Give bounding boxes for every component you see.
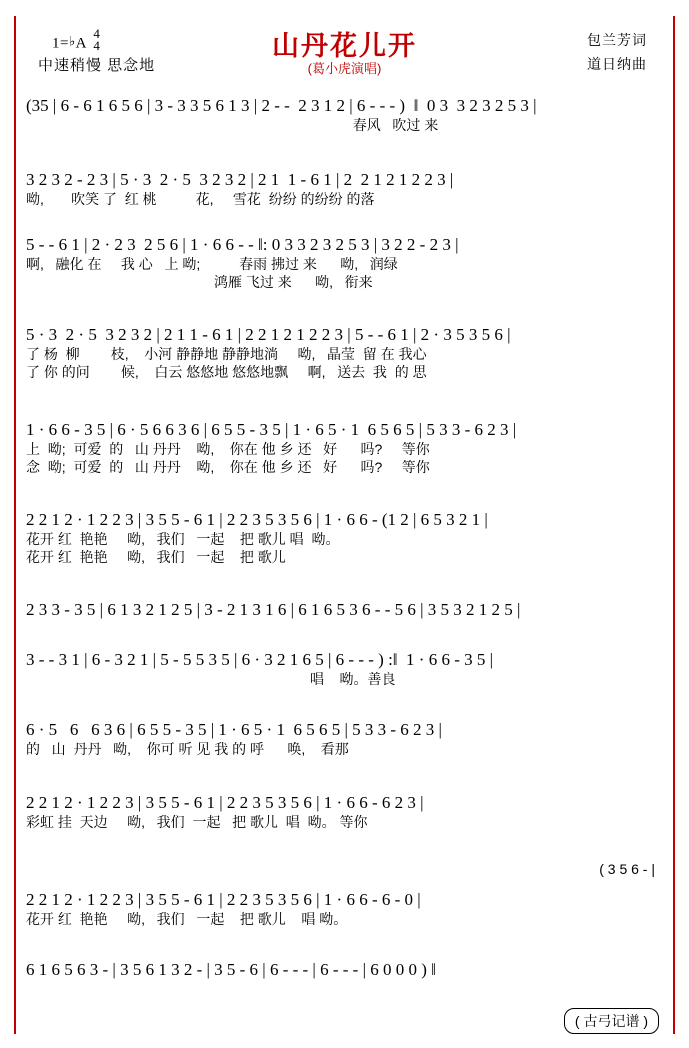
page-title: 山丹花儿开 bbox=[272, 31, 417, 61]
composer-credit: 道日纳曲 bbox=[587, 56, 647, 72]
performer-subtitle: (葛小虎演唱) bbox=[307, 61, 382, 76]
lyric-line-2: 鸿雁 飞过 来 呦, 衔来 bbox=[214, 274, 373, 290]
notation-line: 3 - - 3 1 | 6 - 3 2 1 | 5 - 5 5 3 5 | 6 · 3 2 1 6 5 | 6 - - - ) :‖ 1 · 6 6 - 3 5 | bbox=[26, 650, 494, 669]
tempo-marking: 中速稍慢 思念地 bbox=[38, 57, 156, 74]
lyric-line-1: 啊, 融化 在 我 心 上 呦; 春雨 拂过 来 呦, 润绿 bbox=[26, 256, 398, 272]
system-1 bbox=[0, 96, 689, 134]
lyric-line: 呦, 吹笑 了 红 桃 花, 雪花 纷纷 的纷纷 的落 bbox=[26, 191, 375, 207]
lyric-line: 的 山 丹丹 呦, 你可 听 见 我 的 呼 唤, 看那 bbox=[26, 741, 349, 757]
notation-line: 1 · 6 6 - 3 5 | 6 · 5 6 6 3 6 | 6 5 5 - 3 5 | 1 · 6 5 · 1 6 5 6 5 | 5 3 3 - 6 2 3 | bbox=[26, 420, 517, 439]
transcriber-label: ( 古弓记谱 ) bbox=[564, 1008, 659, 1034]
notation-line: 5 - - 6 1 | 2 · 2 3 2 5 6 | 1 · 6 6 - - ‖: 0 3 3 2 3 2 5 3 | 3 2 2 - 2 3 | bbox=[26, 235, 459, 254]
notation-line: 6 · 5 6 6 3 6 | 6 5 5 - 3 5 | 1 · 6 5 · 1 6 5 6 5 | 5 3 3 - 6 2 3 | bbox=[26, 720, 442, 739]
lyric-line-2: 花开 红 艳艳 呦, 我们 一起 把 歌儿 bbox=[26, 549, 286, 565]
system-8 bbox=[0, 650, 689, 688]
system-13 bbox=[0, 960, 689, 980]
score-header bbox=[0, 0, 689, 86]
lyric-line: 彩虹 挂 天边 呦, 我们 一起 把 歌儿 唱 呦。 等你 bbox=[26, 814, 368, 830]
system-6 bbox=[0, 510, 689, 566]
lyric-line-2: 念 呦; 可爱 的 山 丹丹 呦, 你在 他 乡 还 好 吗? 等你 bbox=[26, 459, 430, 475]
system-5 bbox=[0, 420, 689, 476]
system-10 bbox=[0, 793, 689, 831]
lyricist-credit: 包兰芳词 bbox=[587, 32, 647, 48]
flat-symbol: ♭ bbox=[68, 33, 76, 49]
lyric-line-1: 花开 红 艳艳 呦, 我们 一起 把 歌儿 唱 呦。 bbox=[26, 531, 340, 547]
notation-line: 6 1 6 5 6 3 - | 3 5 6 1 3 2 - | 3 5 - 6 | 6 - - - | 6 - - - | 6 0 0 0 ) ‖ bbox=[26, 960, 436, 979]
notation-line: (35 | 6 - 6 1 6 5 6 | 3 - 3 3 5 6 1 3 | 2 - - 2 3 1 2 | 6 - - - ) ‖ 0 3 3 2 3 2 5 3 | bbox=[26, 96, 537, 115]
notation-line: 2 2 1 2 · 1 2 2 3 | 3 5 5 - 6 1 | 2 2 3 5 3 5 6 | 1 · 6 6 - 6 2 3 | bbox=[26, 793, 424, 812]
notation-line: 2 3 3 - 3 5 | 6 1 3 2 1 2 5 | 3 - 2 1 3 1 6 | 6 1 6 5 3 6 - - 5 6 | 3 5 3 2 1 2 5 | bbox=[26, 600, 521, 619]
system-4 bbox=[0, 325, 689, 381]
lyric-line: 花开 红 艳艳 呦, 我们 一起 把 歌儿 唱 呦。 bbox=[26, 911, 348, 927]
system-11 bbox=[0, 860, 689, 878]
notation-line: 2 2 1 2 · 1 2 2 3 | 3 5 5 - 6 1 | 2 2 3 5 3 5 6 | 1 · 6 6 - 6 - 0 | bbox=[26, 890, 421, 909]
time-signature-denominator: 4 bbox=[93, 38, 101, 54]
lyric-line: 唱 呦。善良 bbox=[26, 671, 396, 687]
system-7 bbox=[0, 600, 689, 620]
notation-line: 5 · 3 2 · 5 3 2 3 2 | 2 1 1 - 6 1 | 2 2 1 2 1 2 2 3 | 5 - - 6 1 | 2 · 3 5 3 5 6 | bbox=[26, 325, 511, 344]
lyric-line-1: 了 杨 柳 枝, 小河 静静地 静静地淌 呦, 晶莹 留 在 我心 bbox=[26, 346, 427, 362]
system-2 bbox=[0, 170, 689, 208]
time-signature-numerator: 4 bbox=[93, 26, 101, 41]
system-3 bbox=[0, 235, 689, 291]
key-letter: A bbox=[75, 35, 87, 52]
transcriber-credit bbox=[564, 1008, 659, 1034]
system-12 bbox=[0, 890, 689, 928]
lyric-line: 春风 吹过 来 bbox=[26, 117, 439, 133]
system-9 bbox=[0, 720, 689, 758]
volta-bracket-label: ( 3 5 6 - | bbox=[599, 861, 655, 877]
notation-line: 2 2 1 2 · 1 2 2 3 | 3 5 5 - 6 1 | 2 2 3 5 3 5 6 | 1 · 6 6 - (1 2 | 6 5 3 2 1 | bbox=[26, 510, 488, 529]
lyric-line-2: 了 你 的问 候, 白云 悠悠地 悠悠地飘 啊, 送去 我 的 思 bbox=[26, 364, 427, 380]
key-prefix: 1= bbox=[52, 35, 69, 52]
lyric-line-1: 上 呦; 可爱 的 山 丹丹 呦, 你在 他 乡 还 好 吗? 等你 bbox=[26, 441, 430, 457]
notation-line: 3 2 3 2 - 2 3 | 5 · 3 2 · 5 3 2 3 2 | 2 1 1 - 6 1 | 2 2 1 2 1 2 2 3 | bbox=[26, 170, 454, 189]
